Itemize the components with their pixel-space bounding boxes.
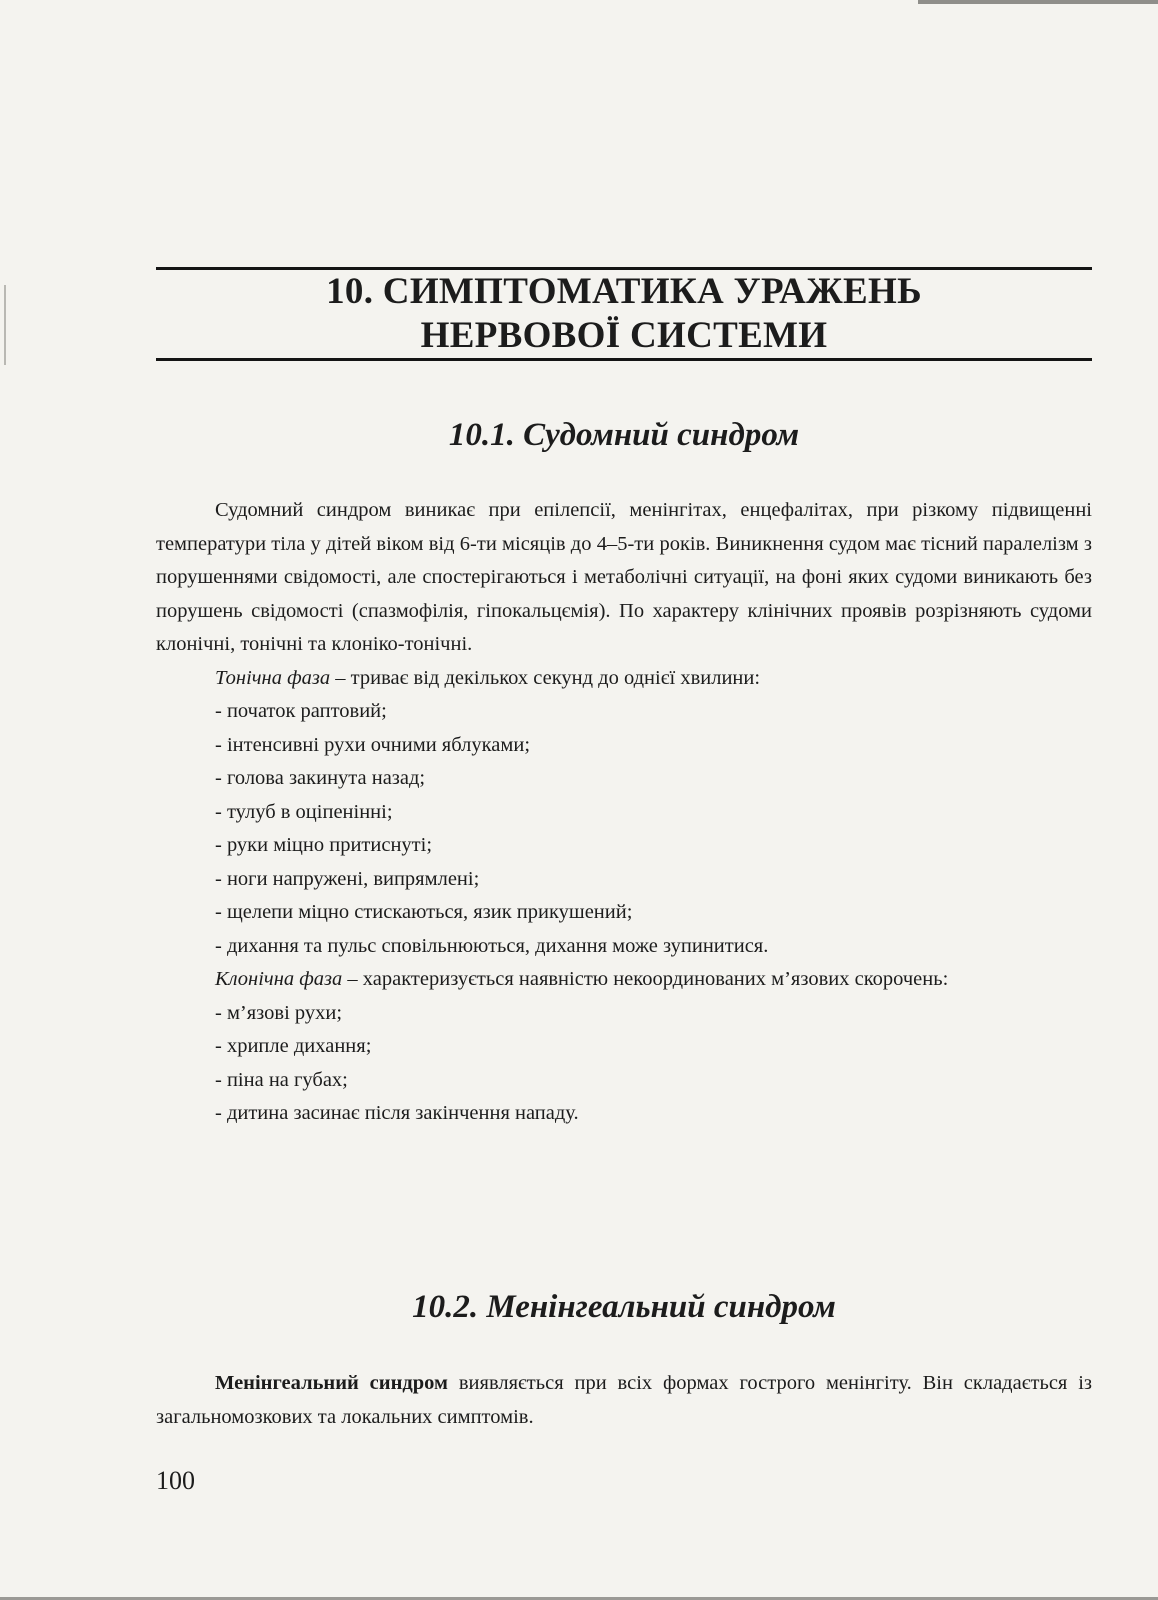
section-title-meningeal-syndrome: 10.2. Менінгеальний синдром xyxy=(412,1289,836,1325)
scan-edge-left xyxy=(4,285,6,365)
clonic-list-item: - піна на губах; xyxy=(215,1068,348,1091)
section-title-seizure-syndrome: 10.1. Судомний синдром xyxy=(448,417,800,453)
clonic-phase-label: Клонічна фаза xyxy=(215,968,343,990)
tonic-phase-paragraph xyxy=(156,662,1092,696)
section-body-seizure-syndrome xyxy=(156,494,1092,1131)
meningeal-paragraph xyxy=(156,1367,1092,1434)
tonic-phase-label: Тонічна фаза xyxy=(215,666,331,689)
tonic-list-item: - руки міцно притиснуті; xyxy=(215,834,433,856)
page-number: 100 xyxy=(156,1466,195,1495)
tonic-list-item: - інтенсивні рухи очними яблуками; xyxy=(215,733,531,756)
chapter-title-line-2: НЕРВОВОЇ СИСТЕМИ xyxy=(420,315,828,356)
tonic-list-item: - тулуб в оціпенінні; xyxy=(215,800,393,823)
section-body-meningeal-syndrome xyxy=(156,1367,1092,1434)
meningeal-text: виявляється при всіх формах гострого менінгіту. Він складається із загальномозкових та локальних симптомів. xyxy=(156,1372,1092,1428)
chapter-title xyxy=(156,270,1092,358)
tonic-list-item: - щелепи міцно стискаються, язик прикушений; xyxy=(215,901,633,923)
chapter-title-line-1: 10. СИМПТОМАТИКА УРАЖЕНЬ xyxy=(326,271,922,312)
tonic-list-item: - голова закинута назад; xyxy=(215,767,426,789)
tonic-list-item: - дихання та пульс сповільнюються, дихання може зупинитися. xyxy=(215,934,769,957)
tonic-phase-text: – триває від декількох секунд до однієї хвилини: xyxy=(330,666,761,689)
scan-edge-top xyxy=(918,0,1158,4)
intro-paragraph: Судомний синдром виникає при епілепсії, менінгітах, енцефалітах, при різкому підвищенні температури тіла у дітей віком від 6-ти місяців до 4–5-ти років. Виникнення судом має тісний паралелізм з порушеннями свідомості, але спостерігаються і метаболічні ситуації, на фоні яких судоми виникають без порушень свідомості (спазмофілія, гіпокальцємія). По характеру клінічних проявів розрізняють судоми клонічні, тонічні та клоніко-тонічні. xyxy=(156,499,1092,655)
meningeal-term: Менінгеальний синдром xyxy=(215,1372,449,1394)
clonic-phase-paragraph xyxy=(156,963,1092,997)
clonic-list-item: - дитина засинає після закінчення нападу. xyxy=(215,1102,579,1124)
tonic-list-item: - ноги напружені, випрямлені; xyxy=(215,867,480,890)
tonic-list-item: - початок раптовий; xyxy=(215,700,387,722)
clonic-list-item: - м’язові рухи; xyxy=(215,1001,343,1024)
chapter-rule-bottom xyxy=(156,358,1092,361)
clonic-phase-text: – характеризується наявністю некоординованих м’язових скорочень: xyxy=(342,968,949,990)
clonic-list-item: - хрипле дихання; xyxy=(215,1035,372,1057)
